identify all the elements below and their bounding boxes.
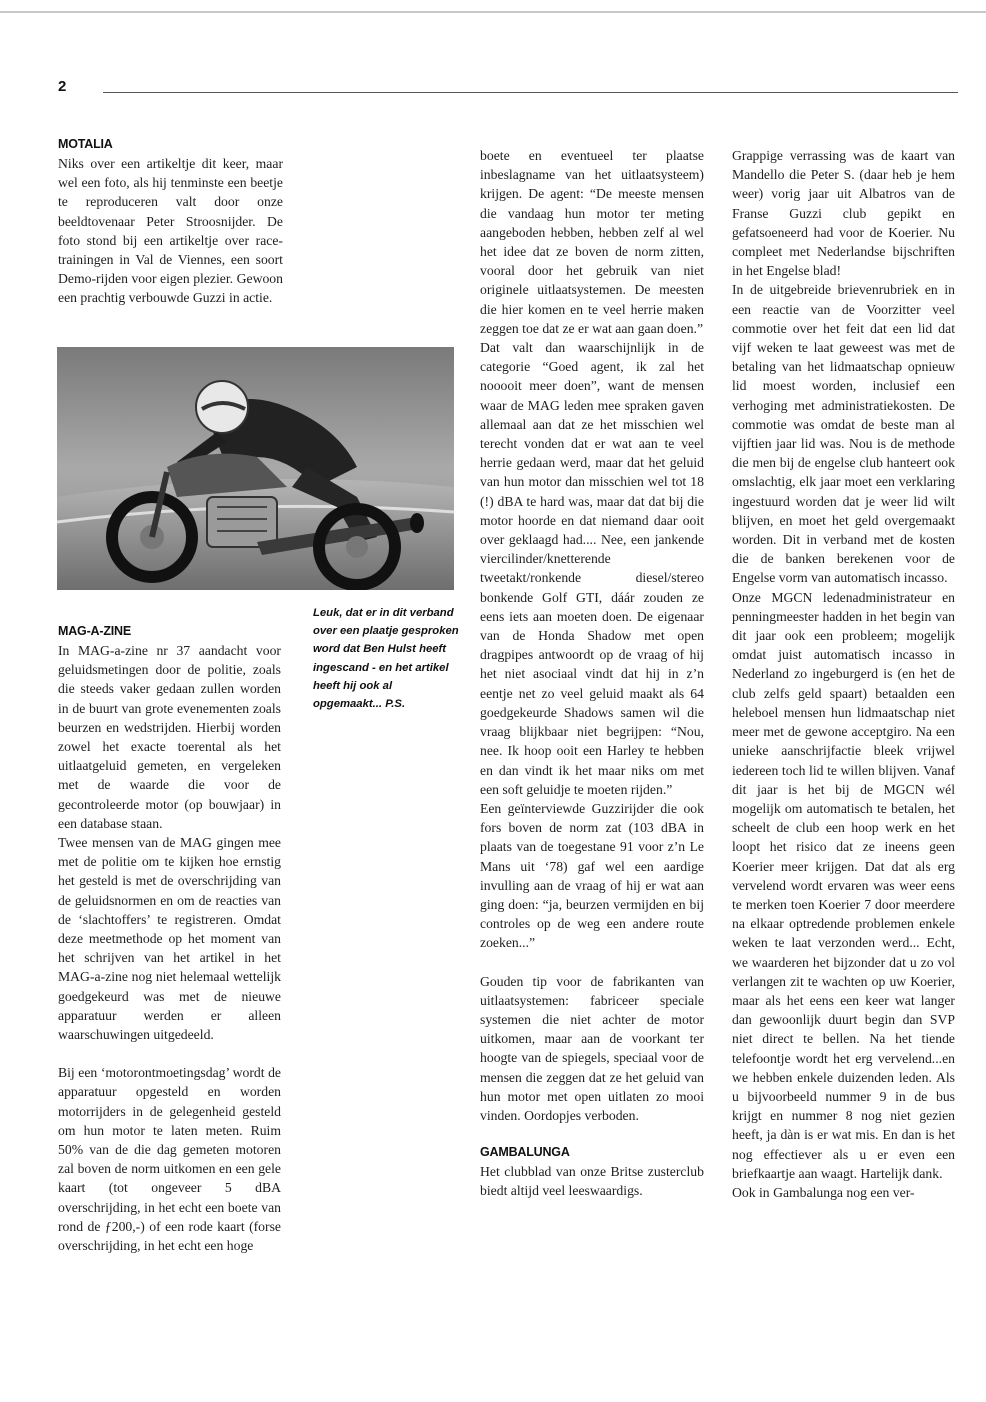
magazine-heading: MAG-A-ZINE: [58, 624, 131, 638]
column-4: [732, 146, 955, 1202]
paragraph-gap: [480, 1125, 704, 1144]
col4-paragraph-2: In de uitgebreide brievenrubriek en in een reactie van de Voorzitter veel commotie over het feit dat een lid dat vijf weken te laat geweest was met de betaling van het lidmaatschap opnieuw lid moest worden, inclusief een verhoging met administratiekosten. De commotie was omdat de beste man al vijftien jaar lid was. Nou is de methode die men bij de engelse club hanteert ook omslachtig, elk jaar moet een verklaring ingestuurd worden dat je weer lid wilt blijven, en moet het geld overgemaakt worden. Dit in verband met de kosten die de banken berekenen voor de Engelse vorm van automatisch incasso.: [732, 282, 955, 586]
col4-paragraph-3: Onze MGCN ledenadministrateur en penningmeester hadden in het begin van dit jaar ook een probleem; mogelijk omdat juist automatisch incasso in Nederland zo ingeburgerd is (en het de club zelfs geld spaart) betaalden een heleboel mensen hun lidmaatschap niet meer met de gewone acceptgiro. Na een unieke aanschrijfactie bleek vrijwel iedereen toch lid te willen blijven. Vanaf dit jaar is het bij de MGCN wél mogelijk om automatisch te betalen, het scheelt de club een hoop werk en het loopt het risico dat ze ineens geen Koerier meer krijgen. Dat dat als erg vervelend wordt ervaren was weer eens te merken toen Koerier 7 door meerdere na elkaar optredende problemen enkele weken te laat verzonden werd... Echt, we waarderen het bijzonder dat u zo vol verlangen zit te wachten op uw Koerier, maar als het eens een keer wat langer dan gewoonlijk duurt begin dan SVP niet direct te bellen. Na het tiende telefoontje wordt het erg vervelend...en we hebben enkele duizenden leden. Als u bijvoorbeeld nummer 9 in de bus krijgt en nummer 8 nog niet gezien heeft, ja dàn is er wat mis. En dan is het nog effectiever als u er even een briefkaartje aan waagt. Hartelijk dank.: [732, 589, 955, 1181]
col4-paragraph-4: Ook in Gambalunga nog een ver-: [732, 1184, 915, 1200]
col3-paragraph-2: Dat valt dan waarschijnlijk in de categorie “Goed agent, ik zal het nooooit meer doen”, want de mensen waar de MAG leden mee spraken gaven allemaal aan dat ze het misschien wel terecht vonden dat er wat aan te veel herrie gedaan werd, maar dat het geluid van hun motor dan misschien wel tot 18 (!) dBA te hard was, maar dat dat bij die motor hoorde en dat niemand daar ooit over geklaagd had.... Nee, een jankende viercilinder/knetterende tweetakt/ronkende diesel/stereo bonkende Golf GTI, dáár zouden ze eens iets aan moeten doen. De eigenaar van de Honda Shadow met open dragpipes antwoordt op de vraag of hij het niet asociaal vindt dat hij in z’n eentje net zo veel geluid maakt als 64 goedgekeurde Shadows samen wil die vraag blijkbaar niet begrijpen: “Nou, nee. Ik hoop ooit een Harley te hebben en dan vindt ik het maar niks om met een soft geluidje te moeten rijden.”: [480, 340, 704, 797]
paragraph-gap: [480, 953, 704, 972]
col3-paragraph-3: Een geïnterviewde Guzzirijder die ook fors boven de norm zat (103 dBA in plaats van de toegestane 91 voor z’n Le Mans uit ‘78) gaf wel een aardige invulling aan de vraag of hij er wat aan ging doen: “ja, beurzen vermijden en bij controles op de weg een andere route zoeken...”: [480, 800, 704, 951]
motorcycle-photo: [57, 347, 454, 590]
photo-caption: Leuk, dat er in dit verband over een plaatje gesproken word dat Ben Hulst heeft ingescand - en het artikel heeft hij ook al opgemaakt... P.S.: [313, 607, 459, 711]
gambalunga-paragraph: Het clubblad van onze Britse zusterclub biedt altijd veel leeswaardigs.: [480, 1164, 704, 1199]
col3-paragraph-4: Gouden tip voor de fabrikanten van uitlaatsystemen: fabriceer speciale systemen die niet achter de motor uitkomen, maar aan de voorkant ter hoogte van de spiegels, speciaal voor de mensen die zeggen dat ze het geluid van hun motor met open uitlaten zo mooi vinden. Oordopjes verboden.: [480, 973, 704, 1123]
motalia-heading: MOTALIA: [58, 137, 113, 151]
col4-paragraph-1: Grappige verrassing was de kaart van Mandello die Peter S. (daar heb je hem weer) vorig jaar uit Albatros van de Franse Guzzi club gepikt en gefatsoeneerd had voor de Koerier. Nu compleet met Nederlandse bijschriften in het Engelse blad!: [732, 148, 955, 279]
col3-paragraph-1: boete en eventueel ter plaatse inbeslagname van het uitlaatsysteem) krijgen. De agent: “De meeste mensen die vandaag hun motor ter meting aangeboden hebben, hebben zelf al wel het idee dat ze boven de norm zitten, vooral door het gebruik van niet originele uitlaatsystemen. De meesten die hier komen en te veel herrie maken zeggen toe dat ze er wat aan gaan doen.”: [480, 148, 704, 336]
scan-edge-line: [0, 11, 986, 13]
paragraph-gap: [58, 1044, 281, 1063]
gambalunga-heading: GAMBALUNGA: [480, 1145, 570, 1160]
magazine-paragraph-2: Twee mensen van de MAG gingen mee met de politie om te kijken hoe ernstig het gesteld is met de overschrijding van de geluidsnormen en om de reacties van de ‘slachtoffers’ te registreren. Omdat deze meetmethode op het moment van het schrijven van het artikel in het MAG-a-zine nog niet helemaal wettelijk goedgekeurd was met de nieuwe apparatuur werden er alleen waarschuwingen uitgedeeld.: [58, 835, 281, 1043]
column-3: [480, 146, 704, 1201]
magazine-paragraph-1: In MAG-a-zine nr 37 aandacht voor geluidsmetingen door de politie, zoals die steeds vaker gedaan zullen worden in de buurt van grote evenementen zoals beurzen en wedstrijden. Hierbij worden zowel het exacte toerental als het uitlaatgeluid gemeten, en vergeleken met de waarde die voor de gecontroleerde motor (op bouwjaar) in een database staan.: [58, 643, 281, 831]
page-number: 2: [58, 78, 67, 95]
magazine-section: [58, 623, 281, 1255]
motalia-section: [58, 136, 283, 308]
magazine-paragraph-3: Bij een ‘motorontmoetingsdag’ wordt de apparatuur opgesteld en worden motorrijders in de gelegenheid gesteld om hun motor te laten meten. Ruim 50% van de die dag gemeten motoren zal boven de norm uitkomen en een gele kaart (tot ongeveer 5 dBA overschrijding, in het echt een boete van rond de ƒ200,-) of een rode kaart (forse overschrijding, in het echt een hoge: [58, 1065, 281, 1254]
motalia-paragraph: Niks over een artikeltje dit keer, maar wel een foto, als hij tenminste een beetje te reproduceren valt door onze beeldtovenaar Peter Stroosnijder. De foto stond bij een artikeltje over race-trainingen in Val de Viennes, een soort Demo-rijden voor eigen plezier. Gewoon een prachtig verbouwde Guzzi in actie.: [58, 156, 283, 306]
header-rule: [103, 92, 958, 93]
